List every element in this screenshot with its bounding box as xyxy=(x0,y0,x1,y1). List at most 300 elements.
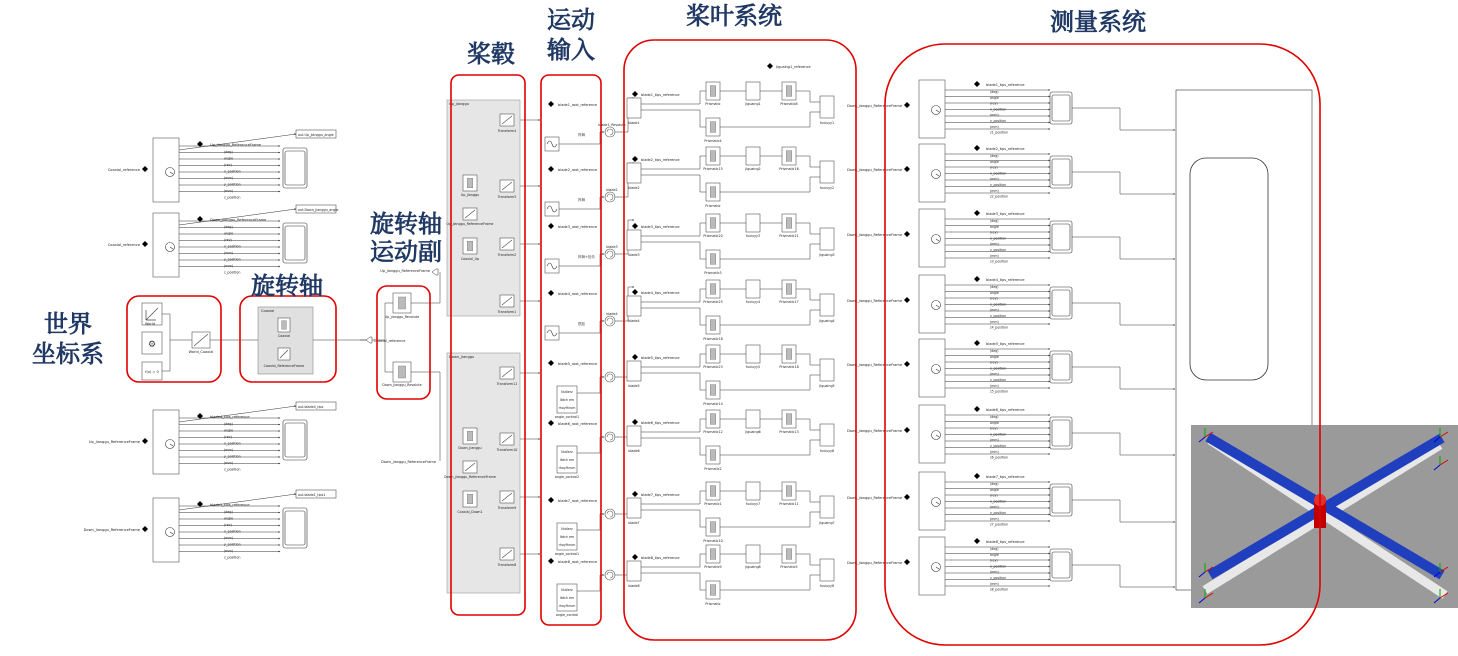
angle-control-label: angle_control1 xyxy=(554,552,580,556)
measure-signal-label: (deg) xyxy=(990,415,999,419)
measure-signal-label: (mm) xyxy=(990,242,999,247)
measure-signal-label: y_position xyxy=(990,378,1007,382)
measure-signal-label: (rev) xyxy=(990,165,998,170)
sensor-signal-label: (rev) xyxy=(224,163,232,167)
root-goto-tag xyxy=(548,101,554,107)
angle-control-row: rhoyfhrum xyxy=(558,466,576,470)
measure-signal-label: (deg) xyxy=(990,219,999,223)
measure-to-display-line xyxy=(1072,172,1175,194)
measure-signal-label: angle xyxy=(990,290,999,295)
root-goto-tag xyxy=(548,360,554,366)
prismatic-label: Prismatic17 xyxy=(779,300,799,304)
blade-output-label: Jiguaing5 xyxy=(819,384,835,388)
joint-body-icon xyxy=(710,349,716,360)
angle-control-row: Ibtch em xyxy=(559,398,575,402)
blade-label: blade7 xyxy=(628,521,640,525)
hub-body-label: Up_jianggu xyxy=(460,193,480,197)
root-goto-tag xyxy=(548,166,554,172)
heading-motion-input: 运动 xyxy=(547,6,595,34)
tips-goto-tag xyxy=(632,91,638,97)
tips-goto-tag xyxy=(632,491,638,497)
measure-signal-label: (rev) xyxy=(990,493,998,498)
scope-screen xyxy=(1052,224,1070,250)
measure-signal-label: angle xyxy=(990,487,999,492)
joint-body-icon xyxy=(467,241,473,251)
measure-frame-label: blade5_tips_reference xyxy=(986,342,1025,346)
root-reference-label: blade5_root_reference xyxy=(558,362,598,366)
control-wire xyxy=(577,514,604,530)
blade-output-block xyxy=(820,228,834,250)
sensor-signal-label: (mm) xyxy=(224,536,233,540)
measure-signal-label: angle xyxy=(990,354,999,359)
measure-signal-label: y_position xyxy=(990,314,1007,318)
revolute-joint-icon xyxy=(605,372,615,382)
blade-wire xyxy=(796,354,820,365)
blade-output-label: fuxiuyy2 xyxy=(819,186,835,190)
block-label: fuxiuyy3 xyxy=(745,234,761,238)
sensor-signal-label: (deg) xyxy=(224,225,233,229)
measure-signal-label: y_position xyxy=(990,511,1007,515)
block-label: fuxiuyy7 xyxy=(745,502,761,506)
measure-to-display-line xyxy=(1072,237,1175,259)
sensor-to-out-line xyxy=(179,406,296,422)
root-reference-label: blade7_root_reference xyxy=(558,499,598,503)
scope-screen xyxy=(285,423,305,457)
revolute-joint-icon xyxy=(605,127,615,137)
sensor-signal-label: y_position xyxy=(224,182,241,187)
blade-output-label: fuxiuyy8 xyxy=(819,584,835,588)
up-frame-port xyxy=(432,269,438,275)
sensor-signal-label: (mm) xyxy=(224,448,233,452)
top-reference-label: Jiguaing1_reference xyxy=(776,65,811,69)
blade-label: blade4 xyxy=(628,319,640,323)
measure-signal-label: angle xyxy=(990,552,999,557)
blade-wire xyxy=(720,440,820,455)
block-label: Jiguaing1 xyxy=(745,102,761,106)
sensor-signal-label: angle xyxy=(224,231,234,236)
measure-ref-label: Down_jianggu_ReferenceFrame xyxy=(847,168,902,172)
measure-signal-label: (mm) xyxy=(990,449,999,454)
scope-screen xyxy=(1052,487,1070,513)
prismatic-label: Prismatic xyxy=(705,602,721,606)
sensor-signal-label: (deg) xyxy=(224,510,233,514)
tips-goto-tag xyxy=(632,156,638,162)
root-goto-tag xyxy=(548,420,554,426)
joint-body-icon xyxy=(710,585,716,596)
joint-body-icon xyxy=(710,522,716,533)
measure-goto-tag xyxy=(904,427,910,433)
sensor-frame-label: Down_jianggu_ReferenceFrame xyxy=(210,218,267,222)
blade-wire xyxy=(641,110,706,127)
heading-measurement-system: 测量系统 xyxy=(1050,8,1146,36)
angle-control-row: rhoyfhrum xyxy=(558,543,576,547)
measure-signal-label: x_position xyxy=(990,236,1007,241)
angle-control-label: angle_control xyxy=(555,613,579,617)
block-label: Jiguaing8 xyxy=(745,565,761,569)
blade-wire xyxy=(641,175,706,192)
display-screen xyxy=(1190,158,1268,380)
sensor-reference-label: Up_jianggu_ReferenceFrame xyxy=(88,440,140,444)
measure-signal-label: x_position xyxy=(990,107,1007,112)
measure-goto-tag xyxy=(904,297,910,303)
hub-title: Up_jianggu xyxy=(449,102,470,106)
sensor-goto-tag xyxy=(142,241,148,247)
prismatic-label: Prismatic23 xyxy=(703,365,723,369)
angle-control-row: rhoyfhrum xyxy=(558,406,576,410)
prismatic-label: Prismatic13 xyxy=(779,430,799,434)
angle-control-row: Ibtch em xyxy=(559,458,575,462)
prismatic-label: Prismatic21 xyxy=(779,234,799,238)
tips-reference-label: blade2_tips_reference xyxy=(641,158,680,162)
revolute-joint-icon xyxy=(605,192,615,202)
control-wire xyxy=(577,377,604,393)
revolute-joint-icon xyxy=(605,509,615,519)
solver-label: f(x) = 0 xyxy=(145,370,159,374)
heading-blade-system: 桨叶系统 xyxy=(686,2,782,30)
hub-coax-label: Coaxial_Down1 xyxy=(457,510,483,514)
prismatic-label: Prismatic xyxy=(705,102,721,106)
angle-control-row: Nutlerz xyxy=(561,588,573,592)
measure-signal-label: (deg) xyxy=(990,285,999,289)
joint-body-icon xyxy=(467,431,473,441)
block-label: Jiguaing6 xyxy=(745,430,761,434)
sensor-mux-block xyxy=(746,545,760,563)
joint-body-icon xyxy=(710,151,716,162)
measure-signal-label: (deg) xyxy=(990,482,999,486)
joint-body-icon xyxy=(710,414,716,425)
angle-control-row: Ibtch em xyxy=(559,596,575,600)
joint-body-icon xyxy=(786,218,792,229)
measure-frame-tag xyxy=(974,276,980,282)
sensor-signal-label: z_position xyxy=(224,270,241,275)
prismatic-label: Prismatic12 xyxy=(703,430,723,434)
blade-wire xyxy=(720,375,820,390)
heading-world-frame: 坐标系 xyxy=(32,340,104,368)
blade-body-block xyxy=(627,426,641,446)
workspace-out-label: out.Down_jianggu_angle xyxy=(298,208,339,212)
joint-body-icon xyxy=(786,86,792,97)
sensor-signal-label: (mm) xyxy=(224,189,233,193)
blade-label: blade2 xyxy=(628,186,640,190)
measure-signal-label: x_position xyxy=(990,432,1007,437)
blade-wire xyxy=(720,244,820,259)
sensor-signal-label: angle xyxy=(224,516,234,521)
blade-body-block xyxy=(627,163,641,183)
angle-control-row: Nutlerz xyxy=(561,390,573,394)
angle-control-row: Nutlerz xyxy=(561,527,573,531)
joint-body-icon xyxy=(710,254,716,265)
heading-rotation-axis: 旋转轴 xyxy=(251,272,323,300)
sensor-mux-block xyxy=(746,280,760,298)
blade-wire xyxy=(796,223,820,234)
measure-signal-label: (mm) xyxy=(990,570,999,575)
root-reference-label: blade6_root_reference xyxy=(558,422,598,426)
hub-transform-label: Transform1 xyxy=(497,310,517,314)
root-goto-tag xyxy=(548,290,554,296)
blade-wire xyxy=(641,510,706,527)
hub-transform-label: Transform2 xyxy=(497,253,517,257)
prismatic-label: Prismatic1 xyxy=(704,502,722,506)
sensor-signal-label: y_position xyxy=(224,454,241,459)
root-goto-tag xyxy=(548,497,554,503)
sensor-signal-label: (mm) xyxy=(224,251,233,255)
coaxial-frame-label: Coaxial_ReferenceFrame xyxy=(263,364,305,368)
root-reference-label: blade1_root_reference xyxy=(558,103,598,107)
gear-icon: ⚙ xyxy=(147,340,157,350)
measure-ref-label: Down_jianggu_ReferenceFrame xyxy=(847,299,902,303)
measure-ref-label: Down_jianggu_ReferenceFrame xyxy=(847,496,902,500)
hub-title: Down_jianggu xyxy=(449,355,475,359)
blade-output-block xyxy=(820,96,834,118)
joint-body-icon xyxy=(710,320,716,331)
sensor-goto-tag xyxy=(142,526,148,532)
blade-wire xyxy=(796,289,820,300)
sensor-frame-label: blade1_tips_reference xyxy=(210,503,250,507)
hub-transform-label: Transform8 xyxy=(497,563,517,567)
revolute-joint-icon xyxy=(605,316,615,326)
prismatic-label: Prismatic15 xyxy=(703,167,723,171)
scope-screen xyxy=(1052,552,1070,578)
measure-frame-label: blade8_tips_reference xyxy=(986,540,1025,544)
hub-transform-label: Transform3 xyxy=(497,195,517,199)
prismatic-label: Prismatic8 xyxy=(780,102,798,106)
tips-goto-tag xyxy=(632,354,638,360)
blade-output-block xyxy=(820,496,834,518)
tips-goto-tag xyxy=(632,223,638,229)
measure-signal-label: (mm) xyxy=(990,177,999,182)
sensor-signal-label: angle xyxy=(224,428,234,433)
blade-wire xyxy=(796,554,820,565)
blade-output-label: Jiguaing7 xyxy=(819,521,835,525)
tips-reference-label: blade3_tips_reference xyxy=(641,225,680,229)
sensor-signal-label: (mm) xyxy=(224,264,233,268)
hub-transform-label: Transform11 xyxy=(496,382,518,386)
hub-transform-label: Transform9 xyxy=(497,506,517,510)
blade-wire xyxy=(641,573,706,590)
measure-frame-tag xyxy=(974,406,980,412)
joint-body-icon xyxy=(710,549,716,560)
measure-pos-label: z5_position xyxy=(990,389,1008,394)
measure-signal-label: (mm) xyxy=(990,319,999,324)
sensor-frame-label: Up_jianggu_ReferenceFrame xyxy=(210,143,262,147)
blade-label: blade8 xyxy=(628,584,640,588)
block-label: Jiguaing2 xyxy=(745,167,761,171)
measure-signal-label: angle xyxy=(990,159,999,164)
prismatic-label: Prismatic9 xyxy=(704,565,722,569)
sensor-mux-block xyxy=(746,410,760,428)
measure-goto-tag xyxy=(904,494,910,500)
solver-wire xyxy=(162,340,170,371)
tips-reference-label: blade8_tips_reference xyxy=(641,556,680,560)
measure-signal-label: (mm) xyxy=(990,581,999,586)
measure-goto-tag xyxy=(904,166,910,172)
measure-signal-label: y_position xyxy=(990,248,1007,252)
measure-signal-label: (mm) xyxy=(990,438,999,443)
input-joint-label: blade4 xyxy=(606,312,618,316)
measure-signal-label: y_position xyxy=(990,444,1007,448)
coaxial-body-label: Coaxial xyxy=(277,334,291,338)
measure-signal-label: (mm) xyxy=(990,113,999,118)
measure-signal-label: (rev) xyxy=(990,558,998,563)
sensor-signal-label: (rev) xyxy=(224,238,232,242)
blade-wire xyxy=(641,438,706,455)
blade-output-label: Jiguaing4 xyxy=(819,319,835,323)
measure-signal-label: (deg) xyxy=(990,90,999,94)
measure-frame-label: blade2_tips_reference xyxy=(986,147,1025,151)
measure-signal-label: (mm) xyxy=(990,372,999,377)
scope-screen xyxy=(285,226,305,260)
scope-screen xyxy=(1052,420,1070,446)
sensor-signal-label: (rev) xyxy=(224,435,232,439)
prismatic-label: Prismatic4 xyxy=(704,139,722,143)
coaxial-port xyxy=(366,337,372,343)
blade-wire xyxy=(720,112,820,127)
workspace-out-label: out.blade1_tips1 xyxy=(298,493,326,497)
blade-label: blade5 xyxy=(628,384,640,388)
highlight-box xyxy=(624,40,856,640)
prismatic-label: Prismatic18 xyxy=(779,365,799,369)
measure-frame-label: blade6_tips_reference xyxy=(986,408,1025,412)
measure-pos-label: z7_position xyxy=(990,522,1008,527)
input-signal-label: 挥舞+扭转 xyxy=(578,255,595,259)
measure-signal-label: (rev) xyxy=(990,360,998,365)
blade-wire xyxy=(720,177,820,192)
sensor-to-out-line xyxy=(179,494,296,510)
blade-label: blade1 xyxy=(628,121,640,125)
hub-transform-label: Transform4 xyxy=(497,129,517,133)
measure-pos-label: z6_position xyxy=(990,455,1008,460)
blade-output-block xyxy=(820,424,834,446)
angle-control-row: rhoyfhrum xyxy=(558,604,576,608)
input-signal-label: 摆振 xyxy=(578,322,585,326)
measure-frame-tag xyxy=(974,538,980,544)
measure-signal-label: x_position xyxy=(990,171,1007,176)
measure-frame-label: blade7_tips_reference xyxy=(986,475,1025,479)
up-frame-label: Up_jianggu_ReferenceFrame xyxy=(380,269,430,273)
tips-reference-label: blade7_tips_reference xyxy=(641,493,680,497)
tips-reference-label: blade4_tips_reference xyxy=(641,291,680,295)
sensor-signal-label: angle xyxy=(224,156,234,161)
block-label: fuxiuyy5 xyxy=(745,365,761,369)
input-signal-label: 挥舞 xyxy=(578,198,585,202)
blade-body-block xyxy=(627,230,641,250)
measure-frame-tag xyxy=(974,145,980,151)
down-frame-label: Down_jianggu_ReferenceFrame xyxy=(381,460,436,464)
blade-output-label: fuxiuyy6 xyxy=(819,449,835,453)
heading-rotation-joint: 旋转轴 xyxy=(370,210,442,238)
heading-hub: 桨毂 xyxy=(467,40,515,68)
blade-wire xyxy=(796,491,820,502)
sensor-signal-label: (deg) xyxy=(224,422,233,426)
sensor-signal-label: x_position xyxy=(224,441,241,446)
measure-signal-label: x_position xyxy=(990,499,1007,504)
measure-signal-label: (mm) xyxy=(990,253,999,258)
blade-wire xyxy=(796,91,820,102)
measure-pos-label: z1_position xyxy=(990,130,1008,135)
up-revolute-label: Up_jianggu_Revolute xyxy=(384,315,420,319)
sensor-mux-block xyxy=(746,345,760,363)
revolute-joint-icon xyxy=(605,249,615,259)
prismatic-label: Prismatic5 xyxy=(780,565,798,569)
measure-pos-label: z3_position xyxy=(990,259,1008,264)
block-label: fuxiuyy4 xyxy=(745,300,761,304)
prismatic-label: Prismatic3 xyxy=(704,271,722,275)
blade-output-block xyxy=(820,359,834,381)
prismatic-label: Prismatic10 xyxy=(703,539,723,543)
world-label: World xyxy=(144,322,156,326)
world-wire xyxy=(162,314,192,340)
scope-screen xyxy=(1052,159,1070,185)
tips-goto-tag xyxy=(632,289,638,295)
hub-body-label: Down_jianggu xyxy=(458,446,482,450)
measure-ref-label: Down_jianggu_ReferenceFrame xyxy=(847,233,902,237)
measure-signal-label: angle xyxy=(990,95,999,100)
root-reference-label: blade8_root_reference xyxy=(558,560,598,564)
blade-wire xyxy=(720,512,820,527)
measure-to-display-line xyxy=(1072,500,1175,522)
blade-label: blade3 xyxy=(628,253,640,257)
input-joint-label: blade1_Revolute xyxy=(598,123,626,127)
prismatic-label: Prismatic16 xyxy=(779,167,799,171)
joint-body-icon xyxy=(786,151,792,162)
blade-wire xyxy=(641,308,706,325)
hub-coax-label: Coaxial_Up xyxy=(460,257,480,261)
joint-body-icon xyxy=(710,187,716,198)
measure-signal-label: (rev) xyxy=(990,296,998,301)
joint-body-icon xyxy=(710,486,716,497)
scope-screen xyxy=(1052,95,1070,121)
prismatic-label: Prismatic25 xyxy=(703,300,723,304)
root-goto-tag xyxy=(548,558,554,564)
joint-body-icon xyxy=(786,549,792,560)
coaxial-port-label: Coaxial_reference xyxy=(374,339,406,343)
sensor-signal-label: y_position xyxy=(224,257,241,262)
blade-wire xyxy=(641,242,706,259)
joint-body-icon xyxy=(282,321,287,329)
joint-body-icon xyxy=(467,178,473,188)
prismatic-label: Prismatic xyxy=(705,204,721,208)
measure-signal-label: x_position xyxy=(990,302,1007,307)
blade-body-block xyxy=(627,361,641,381)
joint-body-icon xyxy=(786,414,792,425)
measure-signal-label: (mm) xyxy=(990,308,999,313)
blade-body-block xyxy=(627,498,641,518)
angle-control-row: Ibtch em xyxy=(559,535,575,539)
scope-screen xyxy=(1052,354,1070,380)
prismatic-label: Prismatic2 xyxy=(704,467,722,471)
measure-frame-tag xyxy=(974,340,980,346)
root-reference-label: blade2_root_reference xyxy=(558,168,598,172)
measure-pos-label: z8_position xyxy=(990,587,1008,592)
measure-frame-tag xyxy=(974,473,980,479)
root-reference-label: blade4_root_reference xyxy=(558,292,598,296)
blade-output-label: Jiguaing3 xyxy=(819,253,835,257)
measure-goto-tag xyxy=(904,559,910,565)
blade-wire xyxy=(796,419,820,430)
scope-screen xyxy=(285,151,305,185)
tips-reference-label: blade6_tips_reference xyxy=(641,421,680,425)
tips-goto-tag xyxy=(632,554,638,560)
sensor-mux-block xyxy=(746,82,760,100)
measure-signal-label: x_position xyxy=(990,564,1007,569)
measure-pos-label: z2_position xyxy=(990,194,1008,199)
sensor-signal-label: x_position xyxy=(224,244,241,249)
sensor-mux-block xyxy=(746,214,760,232)
coaxial-title: Coaxial xyxy=(261,309,275,313)
blade-wire xyxy=(641,373,706,390)
sensor-goto-tag xyxy=(142,166,148,172)
workspace-out-label: out.Up_jianggu_angle xyxy=(298,133,334,137)
